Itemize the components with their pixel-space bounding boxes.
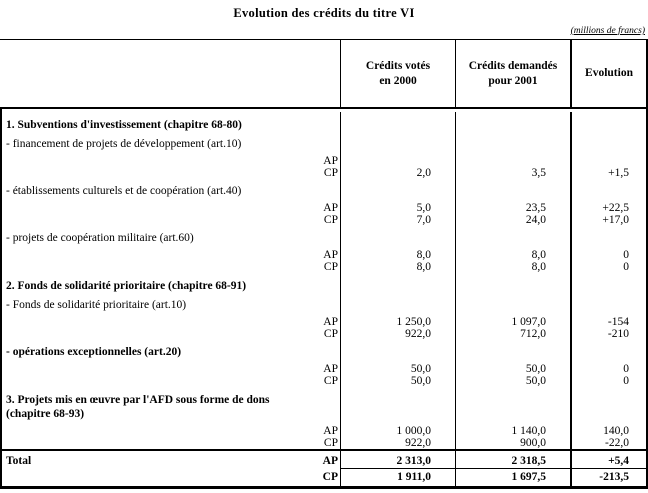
- header-col-evolution: [570, 39, 648, 107]
- votes-value: 1 000,0: [340, 421, 455, 437]
- header-col-votes: [340, 39, 455, 107]
- apcp-sublabel: AP: [323, 202, 338, 214]
- table-header: [0, 39, 648, 107]
- evolution-cell-empty: [570, 226, 646, 245]
- table-body: [0, 107, 648, 489]
- item-label: - projets de coopération militaire (art.60): [6, 232, 194, 244]
- apcp-sublabel: CP: [323, 437, 338, 449]
- evolution-value: +22,5: [570, 198, 646, 214]
- evolution-cell-empty: [570, 273, 646, 293]
- total-ap-demandes: 2 318,5: [455, 451, 570, 469]
- total-cp-sublabel: CP: [322, 471, 338, 483]
- total-cp-votes: 1 911,0: [340, 469, 455, 486]
- table-row-values: [2, 261, 646, 273]
- evolution-value: [570, 151, 646, 167]
- apcp-sublabel: AP: [323, 316, 338, 328]
- votes-cell-empty: [340, 112, 455, 132]
- apcp-sublabel: CP: [323, 261, 338, 273]
- evolution-value: 0: [570, 261, 646, 273]
- total-label: Total: [6, 455, 32, 467]
- demandes-value: 23,5: [455, 198, 570, 214]
- votes-cell-empty: [340, 273, 455, 293]
- header-empty-cell: [0, 39, 340, 107]
- evolution-cell-empty: [570, 132, 646, 151]
- votes-value: 8,0: [340, 261, 455, 273]
- page: [0, 6, 648, 493]
- votes-value: 922,0: [340, 437, 455, 449]
- item-label: - financement de projets de développement (art.10): [6, 138, 242, 150]
- apcp-sublabel: CP: [323, 328, 338, 340]
- total-cp-evolution: -213,5: [570, 469, 646, 486]
- votes-value: 1 250,0: [340, 312, 455, 328]
- total-label-cell: [2, 451, 340, 469]
- table-row-values: [2, 214, 646, 226]
- total-cp-demandes: 1 697,5: [455, 469, 570, 486]
- total-ap-votes: 2 313,0: [340, 451, 455, 469]
- table-row-values: [2, 151, 646, 167]
- item-label: - opérations exceptionnelles (art.20): [6, 346, 182, 358]
- table-row-values: [2, 421, 646, 437]
- demandes-value: 50,0: [455, 375, 570, 387]
- evolution-cell-empty: [570, 340, 646, 359]
- table-row-values: [2, 328, 646, 340]
- votes-cell-empty: [340, 293, 455, 312]
- demandes-cell-empty: [455, 293, 570, 312]
- evolution-value: 0: [570, 359, 646, 375]
- table-row-item: [2, 340, 646, 359]
- evolution-value: 0: [570, 245, 646, 261]
- demandes-value: 712,0: [455, 328, 570, 340]
- votes-value: 2,0: [340, 167, 455, 179]
- demandes-cell-empty: [455, 132, 570, 151]
- evolution-cell-empty: [570, 179, 646, 198]
- votes-value: 50,0: [340, 359, 455, 375]
- demandes-cell-empty: [455, 112, 570, 132]
- table-row-item: [2, 179, 646, 198]
- demandes-cell-empty: [455, 226, 570, 245]
- votes-cell-empty: [340, 340, 455, 359]
- evolution-value: +1,5: [570, 167, 646, 179]
- table-body-rows: [2, 112, 646, 449]
- header-col-demandes-line1: Crédits demandés: [468, 59, 558, 72]
- demandes-value: [455, 151, 570, 167]
- total-row-cp: [2, 469, 646, 486]
- evolution-value: -22,0: [570, 437, 646, 449]
- votes-value: 5,0: [340, 198, 455, 214]
- document-title: Evolution des crédits du titre VI: [233, 6, 415, 20]
- table-row-section: [2, 387, 646, 421]
- unit-note: (millions de francs): [570, 26, 645, 36]
- apcp-sublabel: AP: [323, 155, 338, 167]
- votes-value: [340, 151, 455, 167]
- section-heading: [2, 387, 340, 421]
- demandes-value: 50,0: [455, 359, 570, 375]
- apcp-sublabel: AP: [323, 425, 338, 437]
- apcp-sublabel: CP: [323, 167, 338, 179]
- table-row-section: [2, 273, 646, 293]
- demandes-value: 1 097,0: [455, 312, 570, 328]
- table-row-values: [2, 359, 646, 375]
- item-label: - établissements culturels et de coopération (art.40): [6, 185, 242, 197]
- votes-value: 922,0: [340, 328, 455, 340]
- evolution-value: 0: [570, 375, 646, 387]
- demandes-value: 24,0: [455, 214, 570, 226]
- votes-cell-empty: [340, 132, 455, 151]
- table-row-values: [2, 312, 646, 328]
- table-row-item: [2, 226, 646, 245]
- evolution-cell-empty: [570, 112, 646, 132]
- demandes-cell-empty: [455, 387, 570, 421]
- evolution-cell-empty: [570, 387, 646, 421]
- total-ap-sublabel: AP: [322, 455, 338, 467]
- demandes-value: 1 140,0: [455, 421, 570, 437]
- demandes-cell-empty: [455, 273, 570, 293]
- demandes-value: 8,0: [455, 245, 570, 261]
- table-row-values: [2, 437, 646, 449]
- total-row-ap: [2, 451, 646, 469]
- header-col-demandes: [455, 39, 570, 107]
- section-heading: [2, 273, 340, 293]
- table-row-section: [2, 112, 646, 132]
- label-line: 1. Subventions d'investissement (chapitre 68-80): [6, 119, 242, 131]
- demandes-value: 8,0: [455, 261, 570, 273]
- apcp-sublabel: CP: [323, 214, 338, 226]
- header-col-evolution-label: Evolution: [585, 67, 633, 79]
- votes-value: 7,0: [340, 214, 455, 226]
- votes-cell-empty: [340, 179, 455, 198]
- total-ap-evolution: +5,4: [570, 451, 646, 469]
- votes-cell-empty: [340, 387, 455, 421]
- label-line: 2. Fonds de solidarité prioritaire (chapitre 68-91): [6, 280, 247, 292]
- label-line: 3. Projets mis en œuvre par l'AFD sous forme de dons: [6, 394, 270, 406]
- demandes-value: 900,0: [455, 437, 570, 449]
- header-col-votes-line2: en 2000: [379, 74, 417, 87]
- section-heading: [2, 112, 340, 132]
- table-row-values: [2, 167, 646, 179]
- apcp-sublabel: CP: [323, 375, 338, 387]
- label-line: (chapitre 68-93): [6, 408, 85, 420]
- demandes-value: 3,5: [455, 167, 570, 179]
- table-row-values: [2, 245, 646, 261]
- evolution-value: 140,0: [570, 421, 646, 437]
- header-col-votes-line1: Crédits votés: [365, 59, 431, 72]
- item-label: - Fonds de solidarité prioritaire (art.10): [6, 299, 187, 311]
- demandes-cell-empty: [455, 179, 570, 198]
- table-row-values: [2, 198, 646, 214]
- apcp-sublabel: AP: [323, 249, 338, 261]
- votes-value: 50,0: [340, 375, 455, 387]
- table-row-item: [2, 132, 646, 151]
- table-row-values: [2, 375, 646, 387]
- header-col-demandes-line2: pour 2001: [488, 74, 538, 87]
- votes-cell-empty: [340, 226, 455, 245]
- table-row-item: [2, 293, 646, 312]
- evolution-value: -210: [570, 328, 646, 340]
- apcp-sublabel: AP: [323, 363, 338, 375]
- evolution-value: -154: [570, 312, 646, 328]
- demandes-cell-empty: [455, 340, 570, 359]
- evolution-value: +17,0: [570, 214, 646, 226]
- votes-value: 8,0: [340, 245, 455, 261]
- evolution-cell-empty: [570, 293, 646, 312]
